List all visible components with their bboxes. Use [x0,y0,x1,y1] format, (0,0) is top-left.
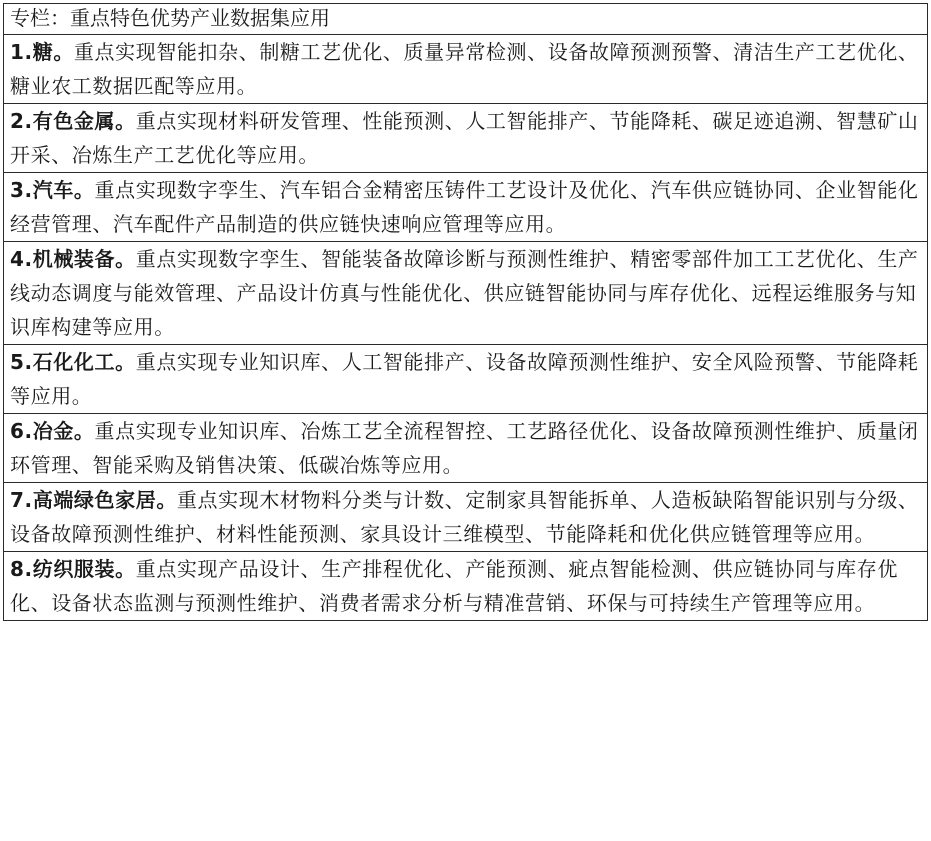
industry-description: 重点实现专业知识库、人工智能排产、设备故障预测性维护、安全风险预警、节能降耗等应用。 [10,350,919,408]
industry-row-machinery [4,242,928,345]
industry-row-home-furnishing [4,483,928,552]
industry-item [4,104,928,173]
industry-name: 纺织服装。 [32,557,136,581]
industry-item [4,35,928,104]
industry-number: 4. [10,247,33,271]
industry-row-textile-apparel [4,552,928,621]
industry-row-nonferrous-metals [4,104,928,173]
industry-number: 7. [10,488,33,512]
industry-row-metallurgy [4,414,928,483]
industry-number: 5. [10,350,33,374]
industry-description: 重点实现智能扣杂、制糖工艺优化、质量异常检测、设备故障预测预警、清洁生产工艺优化、糖业农工数据匹配等应用。 [10,40,919,98]
industry-name: 石化化工。 [32,350,136,374]
column-title: 专栏：重点特色优势产业数据集应用 [4,4,928,35]
industry-number: 3. [10,178,33,202]
industry-name: 有色金属。 [32,109,136,133]
column-panel [3,3,928,621]
industry-description: 重点实现数字孪生、汽车铝合金精密压铸件工艺设计及优化、汽车供应链协同、企业智能化经营管理、汽车配件产品制造的供应链快速响应管理等应用。 [10,178,919,236]
industry-name: 高端绿色家居。 [32,488,177,512]
industry-name: 机械装备。 [32,247,136,271]
industry-name: 冶金。 [32,419,95,443]
industry-row-automotive [4,173,928,242]
industry-description: 重点实现数字孪生、智能装备故障诊断与预测性维护、精密零部件加工工艺优化、生产线动态调度与能效管理、产品设计仿真与性能优化、供应链智能协同与库存优化、远程运维服务与知识库构建等应用。 [10,247,919,339]
industry-description: 重点实现专业知识库、冶炼工艺全流程智控、工艺路径优化、设备故障预测性维护、质量闭环管理、智能采购及销售决策、低碳冶炼等应用。 [10,419,919,477]
industry-item [4,173,928,242]
industry-name: 汽车。 [32,178,95,202]
industry-name: 糖。 [32,40,74,64]
industry-item [4,552,928,621]
industry-item [4,345,928,414]
industry-description: 重点实现木材物料分类与计数、定制家具智能拆单、人造板缺陷智能识别与分级、设备故障预测性维护、材料性能预测、家具设计三维模型、节能降耗和优化供应链管理等应用。 [10,488,919,546]
industry-number: 6. [10,419,33,443]
industry-number: 1. [10,40,33,64]
industry-number: 8. [10,557,33,581]
industry-item [4,483,928,552]
industry-row-petrochemical [4,345,928,414]
industry-number: 2. [10,109,33,133]
industry-description: 重点实现材料研发管理、性能预测、人工智能排产、节能降耗、碳足迹追溯、智慧矿山开采、冶炼生产工艺优化等应用。 [10,109,919,167]
industry-description: 重点实现产品设计、生产排程优化、产能预测、疵点智能检测、供应链协同与库存优化、设备状态监测与预测性维护、消费者需求分析与精准营销、环保与可持续生产管理等应用。 [10,557,898,615]
column-header-row [4,4,928,35]
industry-item [4,414,928,483]
industry-row-sugar [4,35,928,104]
industry-item [4,242,928,345]
